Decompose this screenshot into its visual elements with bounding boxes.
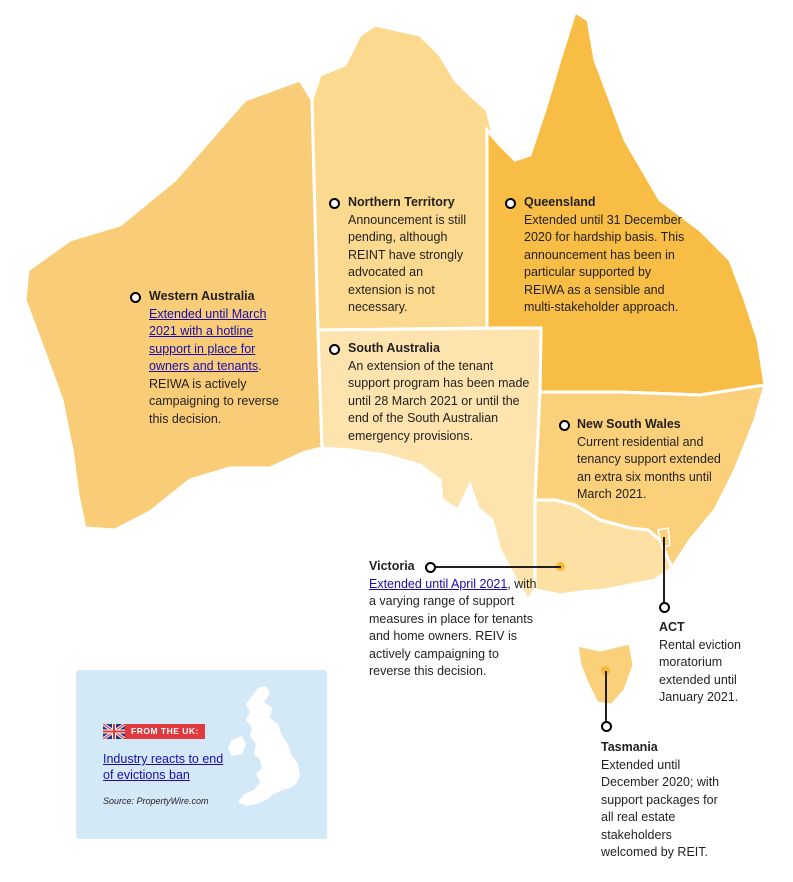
uk-flag-icon [103,724,125,739]
nt-text: Announcement is still pending, although REINT have strongly advocated an extension is not necessary. [348,212,467,314]
uk-map-icon [226,684,306,814]
victoria-link[interactable]: Extended until April 2021 [369,576,508,591]
from-the-uk-badge [103,724,205,739]
label-northern-territory [348,194,473,317]
victoria-title: Victoria [369,559,415,573]
qld-title: Queensland [524,195,596,209]
nt-marker-icon [329,198,340,209]
label-new-south-wales [577,416,737,504]
qld-text: Extended until 31 December 2020 for hardship basis. This announcement has been in particular supported by REIWA as a sensible and multi-stakeholder approach. [524,212,685,314]
nsw-title: New South Wales [577,417,681,431]
label-victoria [369,558,539,681]
tasmania-title: Tasmania [601,740,658,754]
victoria-text: , with a varying range of support measures in place for tenants and home owners. REIV is actively campaigning to reverse this decision. [369,576,537,678]
sa-title: South Australia [348,341,440,355]
sa-marker-icon [329,344,340,355]
nt-title: Northern Territory [348,195,455,209]
nsw-text: Current residential and tenancy support extended an extra six months until March 2021. [577,434,721,501]
wa-link[interactable]: Extended until March 2021 with a hotline support in place for owners and tenants [149,306,267,373]
wa-title: Western Australia [149,289,255,303]
label-south-australia [348,340,533,445]
uk-news-panel [76,670,327,839]
qld-marker-icon [505,198,516,209]
sa-text: An extension of the tenant support program has been made until 28 March 2021 or until the end of the South Australian emergency provisions. [348,358,530,443]
tasmania-leader-line [605,671,607,723]
wa-text: . REIWA is actively campaigning to reverse this decision. [149,359,279,426]
uk-source-text: Source: PropertyWire.com [103,796,209,806]
wa-marker-icon [130,292,141,303]
tasmania-text: Extended until December 2020; with support packages for all real estate stakeholders welcomed by REIT. [601,757,720,859]
act-text: Rental eviction moratorium extended until January 2021. [659,637,741,704]
uk-article-link[interactable]: Industry reacts to end of evictions ban [103,752,224,782]
label-tasmania [601,739,721,862]
label-western-australia [149,288,289,428]
label-queensland [524,194,686,317]
label-act [659,619,769,707]
act-marker-icon [659,602,670,613]
tasmania-marker-icon [601,721,612,732]
act-title: ACT [659,620,685,634]
act-leader-line [663,537,665,604]
badge-label: FROM THE UK: [125,724,205,739]
nsw-marker-icon [559,420,570,431]
